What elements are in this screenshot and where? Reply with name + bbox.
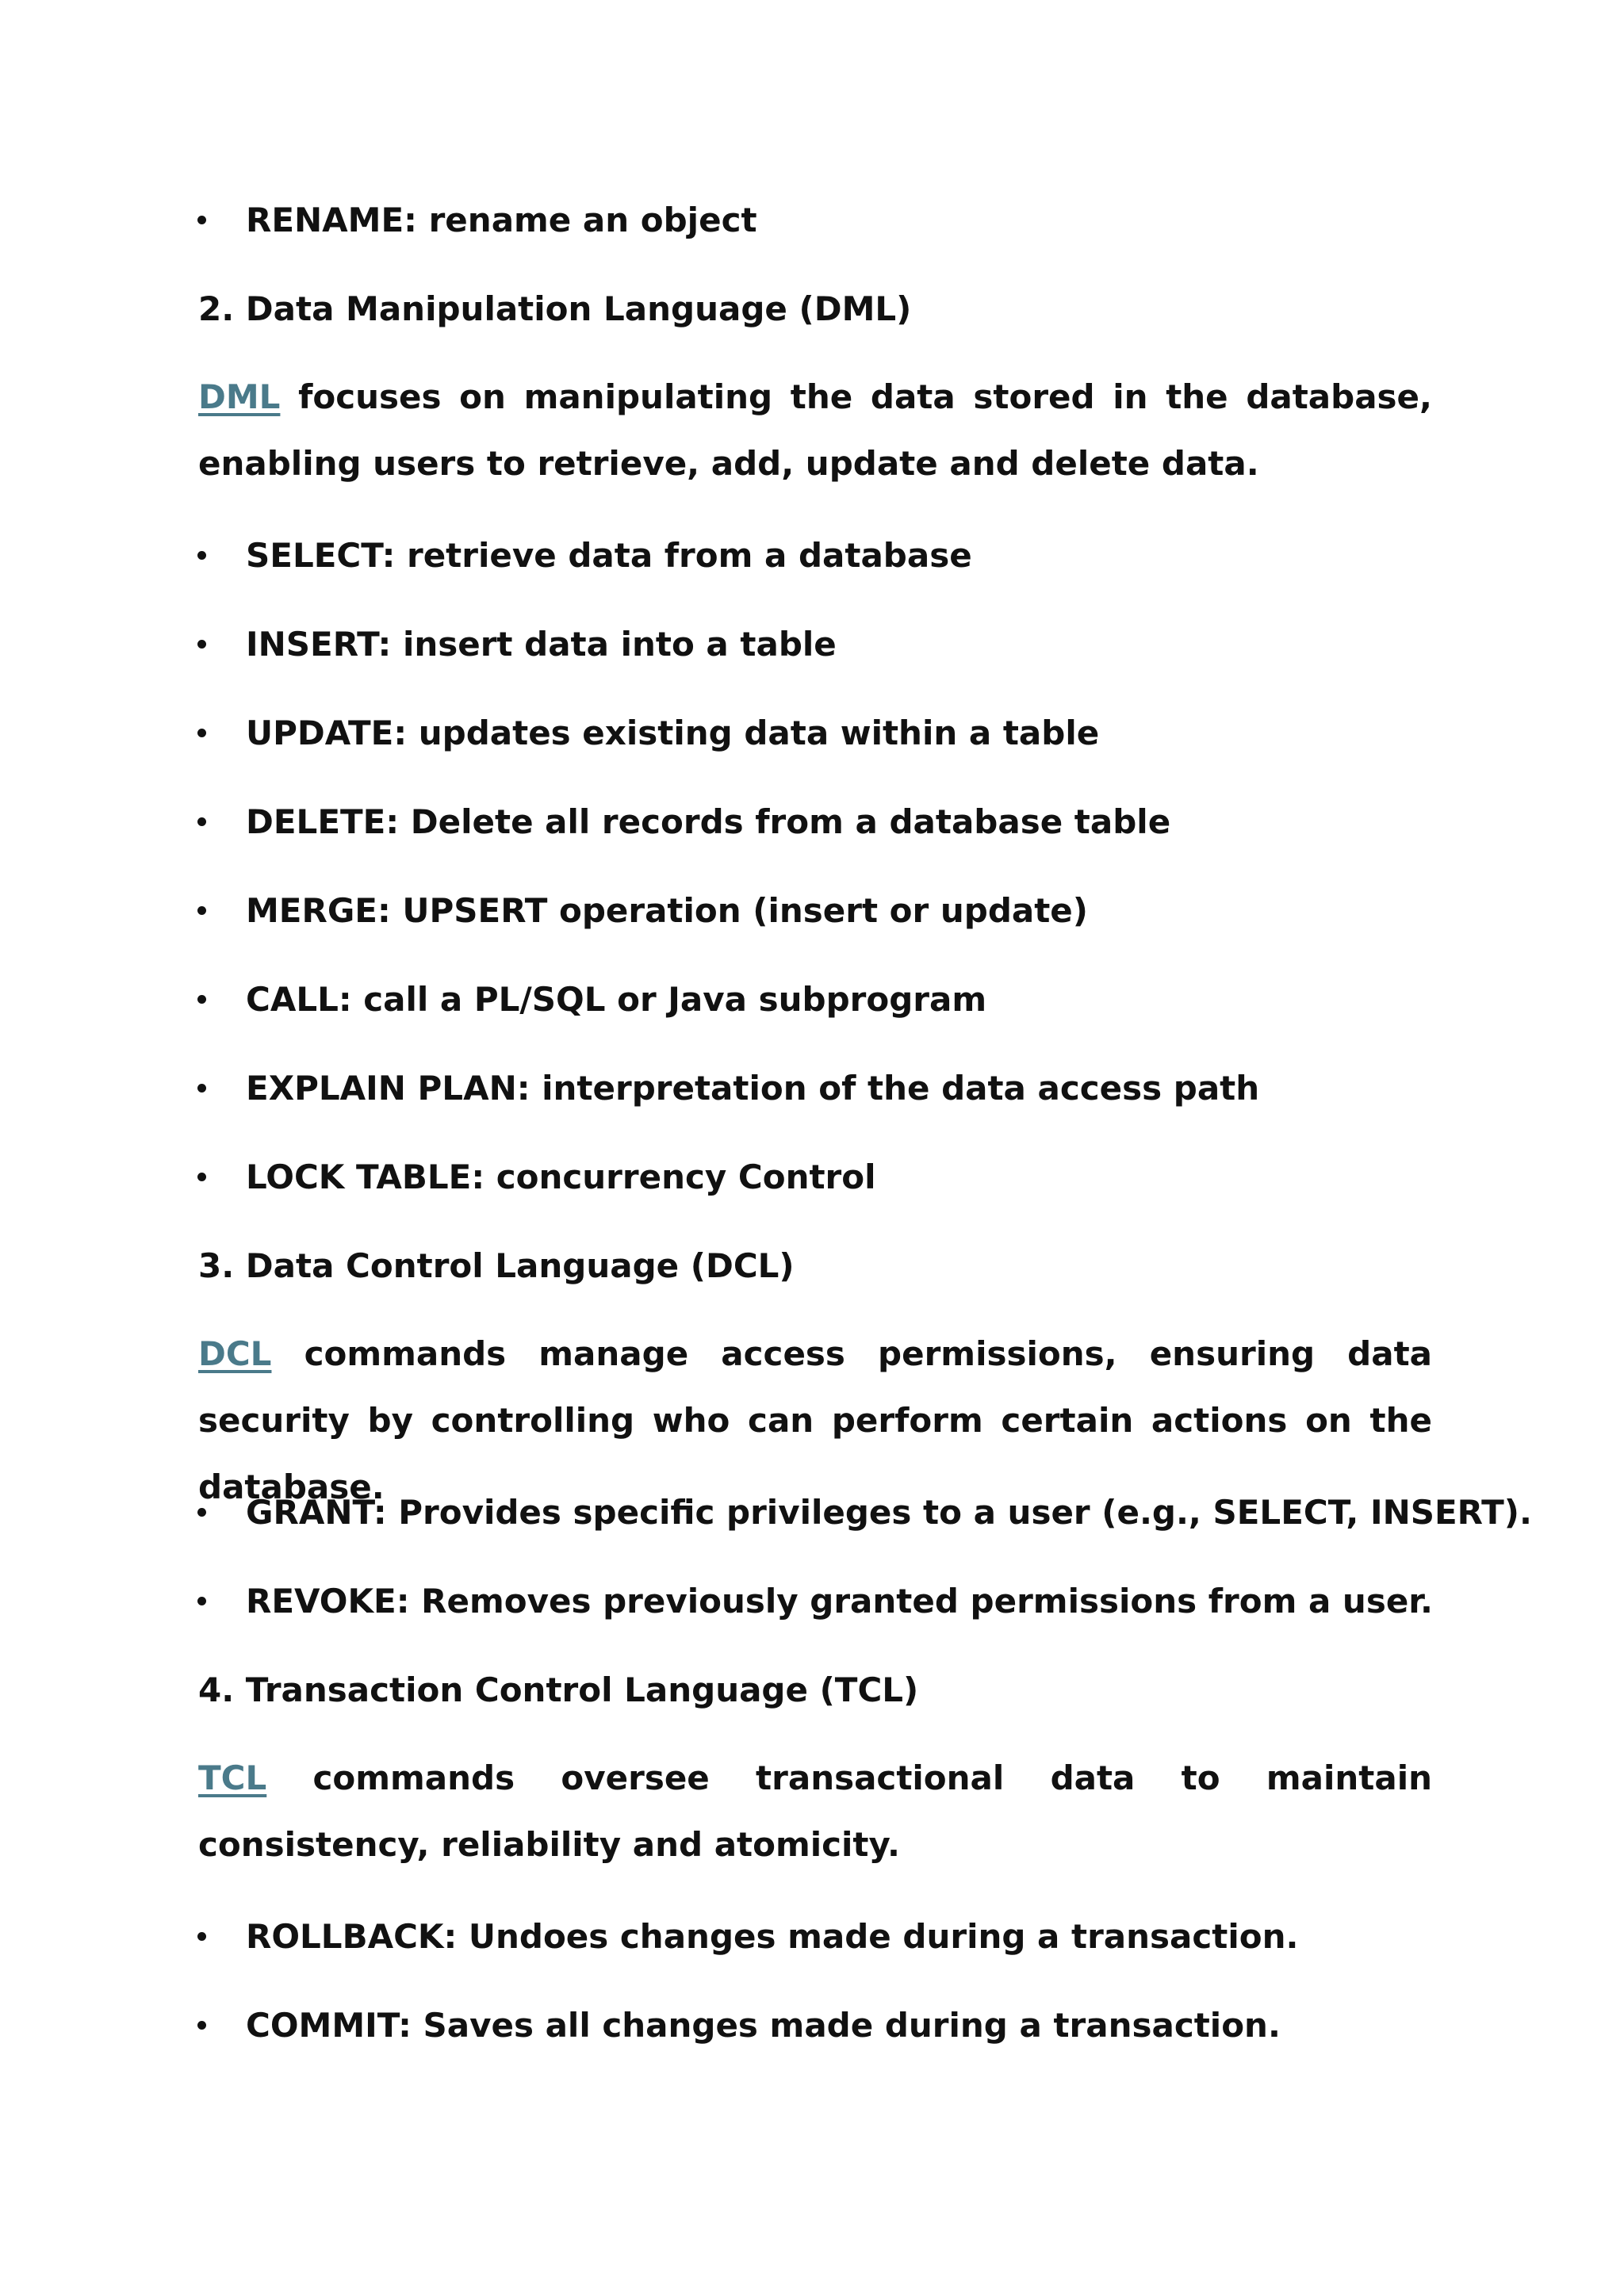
list-item-text: ROLLBACK: Undoes changes made during a transaction. xyxy=(246,1917,1299,1956)
list-item xyxy=(246,1490,1532,1535)
list-item xyxy=(246,889,1088,933)
list-item xyxy=(246,800,1170,844)
list-item xyxy=(246,622,837,667)
bullet-icon xyxy=(197,1084,206,1093)
paragraph-tcl xyxy=(198,1745,1432,1878)
section-heading-dml: 2. Data Manipulation Language (DML) xyxy=(198,289,912,328)
list-item xyxy=(246,534,972,578)
bullet-icon xyxy=(197,1173,206,1181)
list-item-text: MERGE: UPSERT operation (insert or update) xyxy=(246,891,1088,930)
list-item-text: LOCK TABLE: concurrency Control xyxy=(246,1158,876,1196)
paragraph-dml-text: focuses on manipulating the data stored in the database, enabling users to retrieve, add, update and delete data. xyxy=(198,377,1432,483)
bullet-icon xyxy=(197,817,206,826)
list-item xyxy=(246,711,1099,756)
bullet-icon xyxy=(197,906,206,915)
dcl-link[interactable]: DCL xyxy=(198,1334,272,1373)
paragraph-tcl-text: commands oversee transactional data to maintain consistency, reliability and atomicity. xyxy=(198,1758,1432,1864)
bullet-icon xyxy=(197,995,206,1004)
list-item-text: REVOKE: Removes previously granted permissions from a user. xyxy=(246,1582,1433,1621)
paragraph-dcl-text: commands manage access permissions, ensuring data security by controlling who can perform certain actions on the database. xyxy=(198,1334,1432,1506)
list-item xyxy=(246,978,986,1022)
bullet-icon xyxy=(197,1597,206,1605)
list-item-text: RENAME: rename an object xyxy=(246,201,757,239)
section-heading-dcl: 3. Data Control Language (DCL) xyxy=(198,1246,795,1285)
bullet-icon xyxy=(197,1932,206,1941)
list-item xyxy=(246,1579,1433,1624)
list-item-text: SELECT: retrieve data from a database xyxy=(246,536,972,575)
bullet-icon xyxy=(197,1508,206,1517)
paragraph-dml xyxy=(198,364,1432,497)
list-item-text: COMMIT: Saves all changes made during a transaction. xyxy=(246,2006,1281,2045)
list-item xyxy=(246,1155,876,1200)
bullet-icon xyxy=(197,640,206,649)
list-item xyxy=(246,1915,1298,1959)
list-item-text: GRANT: Provides specific privileges to a user (e.g., SELECT, INSERT). xyxy=(246,1493,1532,1532)
list-item xyxy=(246,2003,1281,2048)
list-item-text: INSERT: insert data into a table xyxy=(246,625,837,664)
list-item-text: UPDATE: updates existing data within a table xyxy=(246,714,1100,752)
bullet-icon xyxy=(197,729,206,737)
section-heading-tcl: 4. Transaction Control Language (TCL) xyxy=(198,1670,919,1709)
list-item xyxy=(246,198,757,243)
bullet-icon xyxy=(197,551,206,560)
list-item xyxy=(246,1066,1259,1111)
dml-link[interactable]: DML xyxy=(198,377,281,416)
list-item-text: CALL: call a PL/SQL or Java subprogram xyxy=(246,980,987,1019)
bullet-icon xyxy=(197,216,206,224)
list-item-text: EXPLAIN PLAN: interpretation of the data access path xyxy=(246,1069,1260,1108)
list-item-text: DELETE: Delete all records from a database table xyxy=(246,802,1171,841)
tcl-link[interactable]: TCL xyxy=(198,1758,267,1797)
bullet-icon xyxy=(197,2021,206,2030)
